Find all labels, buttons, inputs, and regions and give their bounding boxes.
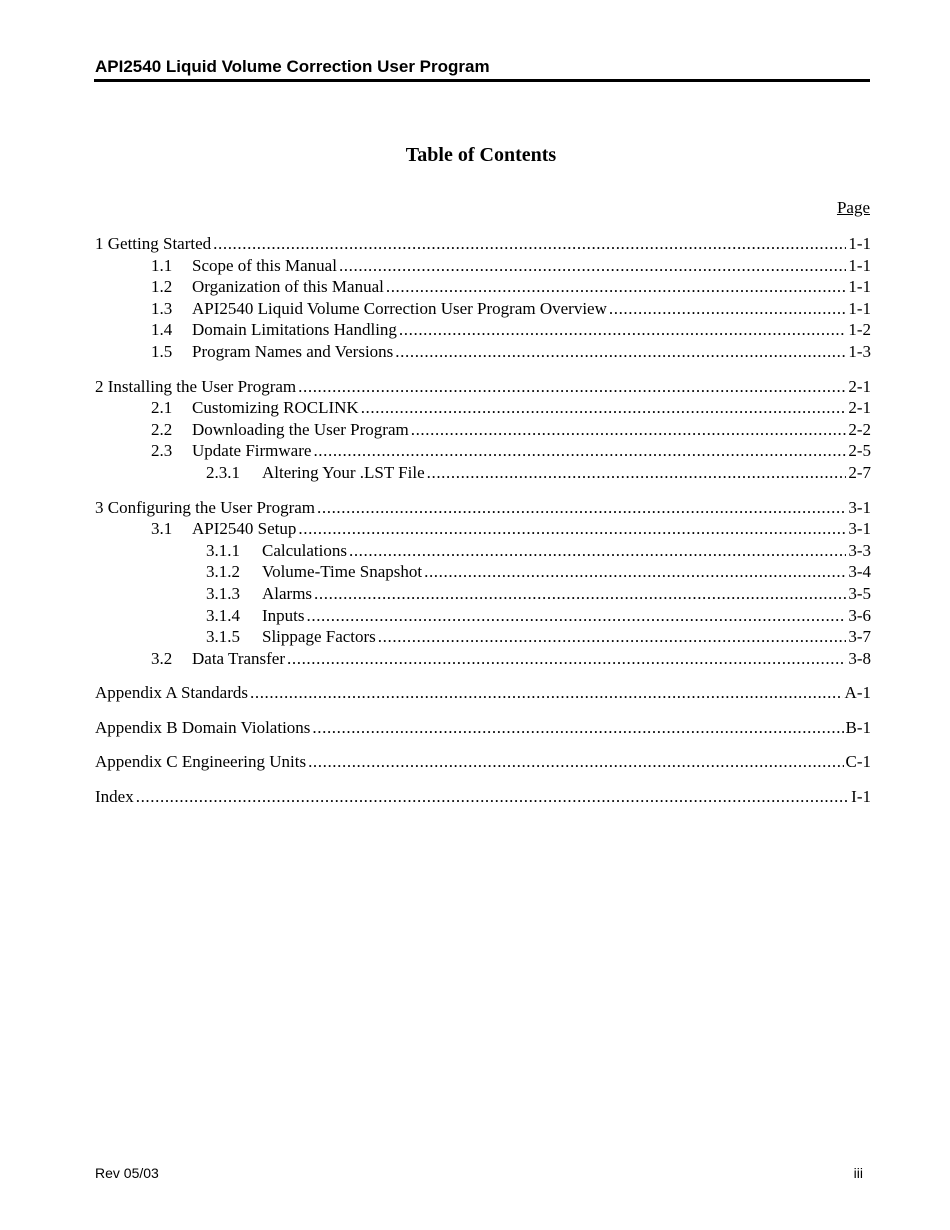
toc-entry-page: 3-1 [848,519,871,539]
toc-entry-3-1[interactable] [95,518,871,540]
toc-entry-page: 1-1 [848,277,871,297]
toc-entry-number: 1.2 [151,277,173,297]
dot-leader [250,682,843,704]
toc-entry-number: 3.2 [151,648,173,668]
toc-heading: Table of Contents [405,144,557,166]
toc-entry-number: 2.3.1 [206,462,240,482]
toc-entry-page: 3-7 [848,627,871,647]
toc-entry-1-3[interactable] [95,298,871,320]
toc-entry-page: 3-3 [848,540,871,560]
toc-entry-title: Appendix C Engineering Units [95,752,307,772]
dot-leader [298,518,846,540]
dot-leader [307,605,847,627]
toc-entry-page: 2-5 [848,441,871,461]
toc-entry-2-2[interactable] [95,419,871,441]
toc-entry-chapter-3[interactable] [95,497,871,519]
dot-leader [298,376,846,398]
toc-entry-title: Appendix B Domain Violations [95,717,311,737]
toc-entry-appendix-a[interactable] [95,682,871,704]
header-rule [94,79,870,82]
toc-entry-chapter-2[interactable] [95,376,871,398]
toc-entry-page: 2-1 [848,398,871,418]
toc-entry-title: Customizing ROCLINK [192,398,359,418]
toc-entry-2-3-1[interactable] [95,462,871,484]
toc-entry-title: API2540 Setup [192,519,297,539]
toc-entry-number: 1.1 [151,255,173,275]
toc-entry-3-1-2[interactable] [95,561,871,583]
toc-entry-2-3[interactable] [95,440,871,462]
toc-entry-1-2[interactable] [95,276,871,298]
toc-entry-number: 2.3 [151,441,173,461]
toc-entry-title: Downloading the User Program [192,419,409,439]
toc-entry-1-4[interactable] [95,319,871,341]
toc-entry-chapter-1[interactable] [95,233,871,255]
toc-entry-3-1-3[interactable] [95,583,871,605]
toc-entry-number: 3.1.4 [206,605,240,625]
dot-leader [339,255,846,277]
footer-page-number: iii [853,1165,863,1181]
toc-entry-page: 1-2 [848,320,871,340]
toc-entry-1-5[interactable] [95,341,871,363]
toc-entry-3-1-1[interactable] [95,540,871,562]
toc-entry-number: 3.1.3 [206,583,240,603]
toc-entry-title: Program Names and Versions [192,341,394,361]
toc-entry-number: 1.4 [151,320,173,340]
dot-leader [427,462,847,484]
toc-entry-number: 2.2 [151,419,173,439]
toc-entry-title: 2 Installing the User Program [95,376,297,396]
toc-entry-title: API2540 Liquid Volume Correction User Program Overview [192,298,607,318]
toc-entry-page: C-1 [845,752,871,772]
toc-entry-appendix-c[interactable] [95,751,871,773]
toc-entry-3-1-5[interactable] [95,626,871,648]
toc-entry-page: I-1 [851,787,871,807]
toc-entry-3-1-4[interactable] [95,605,871,627]
toc-entry-number: 3.1.1 [206,540,240,560]
dot-leader [378,626,847,648]
dot-leader [313,440,846,462]
dot-leader [308,751,843,773]
toc-entry-title: Data Transfer [192,648,286,668]
dot-leader [287,648,846,670]
dot-leader [213,233,846,255]
toc-entry-title: Altering Your .LST File [262,462,425,482]
toc-entry-page: 3-6 [848,605,871,625]
toc-entry-title: Scope of this Manual [192,255,337,275]
toc-entry-number: 3.1.5 [206,627,240,647]
toc-entry-page: 3-8 [848,648,871,668]
dot-leader [349,540,846,562]
dot-leader [312,717,843,739]
footer-revision: Rev 05/03 [95,1165,159,1181]
dot-leader [395,341,846,363]
toc-entry-page: A-1 [844,683,871,703]
toc-entry-title: Calculations [262,540,347,560]
toc-entry-page: 1-1 [848,298,871,318]
dot-leader [609,298,846,320]
table-of-contents [95,233,871,808]
toc-entry-title: Domain Limitations Handling [192,320,397,340]
dot-leader [399,319,846,341]
toc-entry-title: Volume-Time Snapshot [262,562,423,582]
running-header-title: API2540 Liquid Volume Correction User Program [95,57,490,76]
toc-entry-title: Index [95,787,134,807]
toc-entry-title: Alarms [262,583,313,603]
dot-leader [411,419,847,441]
toc-entry-page: 3-5 [848,583,871,603]
page-column-label: Page [836,198,870,217]
toc-entry-2-1[interactable] [95,397,871,419]
dot-leader [386,276,846,298]
dot-leader [136,786,849,808]
toc-entry-number: 3.1.2 [206,562,240,582]
toc-entry-page: 1-3 [848,341,871,361]
toc-entry-number: 2.1 [151,398,173,418]
toc-entry-title: Organization of this Manual [192,277,384,297]
toc-entry-title: Inputs [262,605,305,625]
toc-entry-page: 2-2 [848,419,871,439]
toc-entry-page: 1-1 [848,255,871,275]
toc-entry-number: 1.5 [151,341,173,361]
toc-entry-page: B-1 [845,717,871,737]
toc-entry-number: 1.3 [151,298,173,318]
toc-entry-page: 3-1 [848,497,871,517]
toc-entry-page: 2-7 [848,462,871,482]
dot-leader [317,497,846,519]
toc-entry-title: Slippage Factors [262,627,376,647]
toc-entry-appendix-b[interactable] [95,717,871,739]
toc-entry-page: 2-1 [848,376,871,396]
dot-leader [314,583,846,605]
toc-entry-title: Update Firmware [192,441,312,461]
toc-entry-page: 1-1 [848,234,871,253]
toc-entry-title: 3 Configuring the User Program [95,497,316,517]
toc-entry-index[interactable] [95,786,871,808]
toc-entry-number: 3.1 [151,519,173,539]
toc-entry-1-1[interactable] [95,255,871,277]
toc-entry-3-2[interactable] [95,648,871,670]
toc-entry-page: 3-4 [848,562,871,582]
toc-entry-title: Appendix A Standards [95,683,248,703]
dot-leader [361,397,847,419]
dot-leader [424,561,846,583]
toc-entry-title: 1 Getting Started [95,234,212,253]
